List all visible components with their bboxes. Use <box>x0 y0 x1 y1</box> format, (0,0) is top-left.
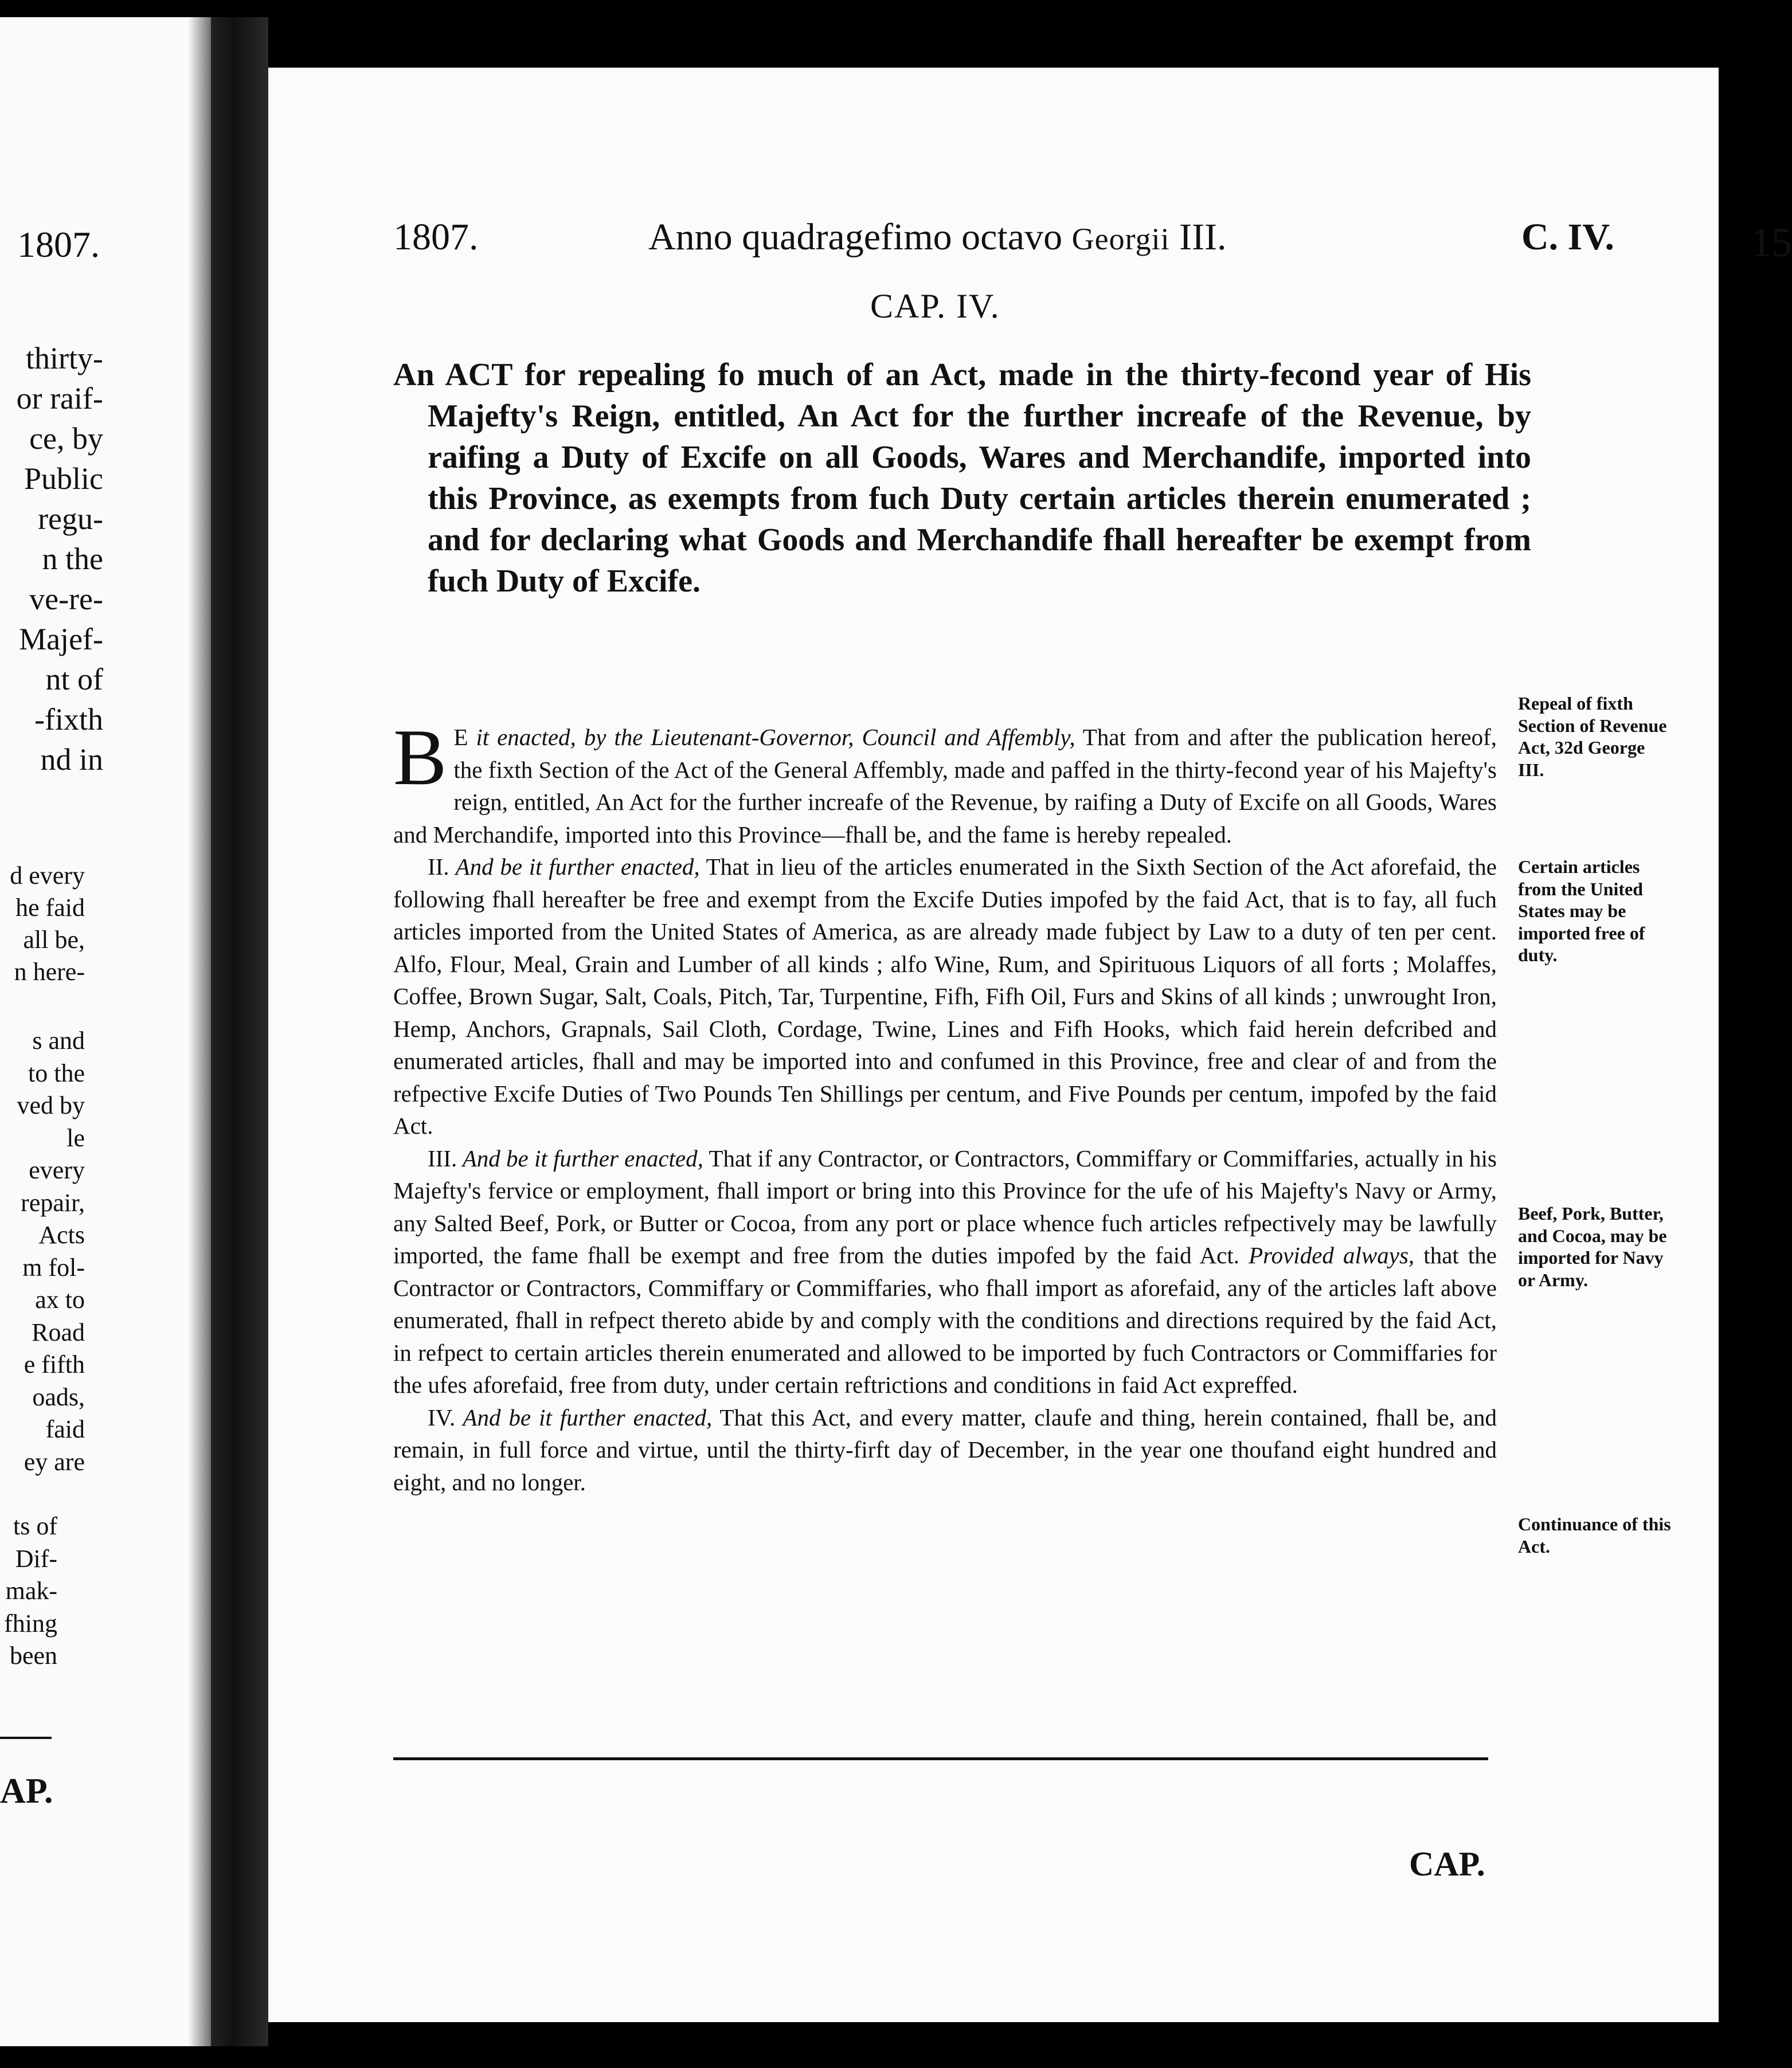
left-page-line: faid <box>45 1415 85 1443</box>
page-number: 15 <box>1751 220 1792 265</box>
left-page-line: n here- <box>14 958 85 986</box>
section-3-enacting-clause: And be it further enacted, <box>457 1145 703 1172</box>
section-2-number: II. <box>428 853 449 880</box>
act-title: An ACT for repealing fo much of an Act, made in the thirty-fecond year of His Majefty's Reign, entitled, An Act for the further increafe of the Revenue, by raifing a Duty of Excife on all Goods, Wares and Merchandife, imported into this Province, as exempts from fuch Duty certain articles therein enumerated ; and for declaring what Goods and Merchandife fhall hereafter be exempt from fuch Duty of Excife. <box>393 357 1531 599</box>
left-facing-page <box>0 17 211 2046</box>
left-page-line: he faid <box>15 894 85 922</box>
left-page-line: e fifth <box>24 1350 85 1378</box>
running-head-chapter: C. IV. <box>1521 216 1615 258</box>
section-3-number: III. <box>428 1145 457 1172</box>
left-page-line: n the <box>42 542 103 576</box>
left-page-line: regu- <box>38 502 103 536</box>
left-page-catchword: AP. <box>0 1772 53 1811</box>
section-4-enacting-clause: And be it further enacted, <box>455 1404 713 1431</box>
catchword: CAP. <box>1409 1845 1485 1883</box>
left-page-line: nt of <box>45 662 103 696</box>
end-rule <box>393 1757 1488 1760</box>
left-page-line: s and <box>32 1027 85 1055</box>
section-1-lead: E <box>453 724 468 750</box>
running-head <box>393 216 1792 273</box>
running-head-title <box>648 216 1227 259</box>
left-page-line: been <box>9 1642 57 1670</box>
left-page-line: Public <box>24 461 103 496</box>
section-4-number: IV. <box>428 1404 456 1431</box>
left-page-line: le <box>66 1123 85 1152</box>
left-page-line: to the <box>28 1059 85 1087</box>
left-page-line: ax to <box>35 1286 85 1314</box>
left-page-line: Dif- <box>15 1544 57 1573</box>
margin-note-continuance: Continuance of this Act. <box>1518 1514 1671 1557</box>
margin-note-navy-army: Beef, Pork, Butter, and Cocoa, may be imported for Navy or Army. <box>1518 1203 1667 1290</box>
left-page-line: Road <box>32 1318 85 1346</box>
running-head-title-end: III. <box>1169 216 1227 258</box>
left-page-line: thirty- <box>26 341 103 375</box>
left-page-line: ce, by <box>29 421 103 456</box>
left-page-rule <box>0 1737 52 1739</box>
left-page-line: Majef- <box>19 622 103 656</box>
left-page-year: 1807. <box>17 224 100 265</box>
left-page-line: -fixth <box>34 702 103 737</box>
left-page-line: fhing <box>4 1609 57 1638</box>
section-4 <box>393 1401 1497 1499</box>
left-page-line: mak- <box>5 1577 57 1605</box>
running-head-year: 1807. <box>393 216 479 258</box>
margin-note-repeal: Repeal of fixth Section of Revenue Act, 32d George III. <box>1518 693 1667 780</box>
section-3-text-1: That if any Contractor, or Contractors, Commiffary or Commiffaries, actually in his Majefty's fervice or employment, fhall import or bring into this Province for the ufe of his Majefty's Navy or Army, any Salted Beef, Pork, or Butter or Cocoa, from any port or place whence fuch articles refpectively may be lawfully imported, the fame fhall be exempt and free from the duties impofed by the faid Act. <box>393 1145 1497 1268</box>
left-page-line: Acts <box>38 1221 85 1249</box>
section-3-proviso: Provided always, <box>1249 1242 1415 1268</box>
margin-note-exempt-articles: Certain articles from the United States may be imported free of duty. <box>1518 856 1645 965</box>
section-4-text: That this Act, and every matter, claufe and thing, herein contained, fhall be, and remain, in full force and virtue, until the thirty-firft day of December, in the year one thoufand eight hundred and eight, and no longer. <box>393 1404 1497 1495</box>
left-page-text-block-4 <box>0 1510 57 1673</box>
section-3-text-2: that the Contractor or Contractors, Commiffary or Commiffaries, who fhall import as aforefaid, any of the articles laft above enumerated, fhall in refpect thereto abide by and comply with the conditions and directions required by the faid Act, in refpect to certain articles therein enumerated and allowed to be imported by fuch Contractors or Commiffaries for the ufes aforefaid, free from duty, under certain reftrictions and conditions in faid Act expreffed. <box>393 1242 1497 1398</box>
left-page-line: every <box>29 1156 85 1184</box>
left-page-line: ve-re- <box>29 582 103 616</box>
left-page-line: repair, <box>21 1188 85 1217</box>
left-page-line: oads, <box>32 1382 85 1411</box>
section-3 <box>393 1142 1497 1401</box>
section-2 <box>393 851 1497 1142</box>
left-page-line: or raif- <box>16 381 103 416</box>
section-1-enacting-clause: it enacted, by the Lieutenant-Governor, Council and Affembly, <box>468 724 1075 750</box>
left-page-line: ey are <box>24 1447 85 1476</box>
section-2-text: That in lieu of the articles enumerated in the Sixth Section of the Act aforefaid, the following fhall hereafter be free and exempt from the Excife Duties impofed by the faid Act, that is to fay, all fuch articles imported from the United States of America, as are already made fubject by Law to a duty of ten per cent. Alfo, Flour, Meal, Grain and Lumber of all kinds ; alfo Wine, Rum, and Spirituous Liquors of all forts ; Molaffes, Coffee, Brown Sugar, Salt, Coals, Pitch, Tar, Turpentine, Fifh, Fifh Oil, Furs and Skins of all kinds ; unwrought Iron, Hemp, Anchors, Grapnals, Sail Cloth, Cordage, Twine, Lines and Fifh Hooks, which faid herein defcribed and enumerated articles, fhall and may be imported into and confumed in this Province, free and clear of and from the refpective Excife Duties of Two Pounds Ten Shillings per centum, and Five Pounds per centum, impofed by the faid Act. <box>393 853 1497 1139</box>
gutter-shadow <box>188 17 211 2046</box>
drop-cap: B <box>393 713 447 802</box>
left-page-text-block-1 <box>0 338 103 780</box>
left-page-line: nd in <box>40 742 103 777</box>
left-page-line: m fol- <box>22 1253 85 1282</box>
section-1 <box>393 713 1497 851</box>
act-body <box>393 713 1497 1498</box>
right-page <box>268 68 1792 2022</box>
left-page-line: d every <box>10 861 85 890</box>
page-edge-shadow <box>211 17 268 2046</box>
left-page-line: all be, <box>23 926 85 954</box>
left-page-text-block-3 <box>0 1025 85 1478</box>
section-2-enacting-clause: And be it further enacted, <box>449 853 700 880</box>
running-head-title-start: Anno quadragefimo octavo <box>648 216 1072 258</box>
section-1-text: That from and after the publication hereof, the fixth Section of the Act of the General Affembly, made and paffed in the thirty-fecond year of his Majefty's reign, entitled, An Act for the further increafe of the Revenue, by raifing a Duty of Excife on all Goods, Wares and Merchandife, imported into this Province—fhall be, and the fame is hereby repealed. <box>393 724 1497 848</box>
left-page-line: ved by <box>17 1091 85 1119</box>
running-head-title-smallcaps: Georgii <box>1071 222 1170 256</box>
chapter-heading: CAP. IV. <box>870 287 1000 325</box>
left-page-text-block-2 <box>0 860 85 988</box>
left-page-line: ts of <box>13 1512 57 1540</box>
